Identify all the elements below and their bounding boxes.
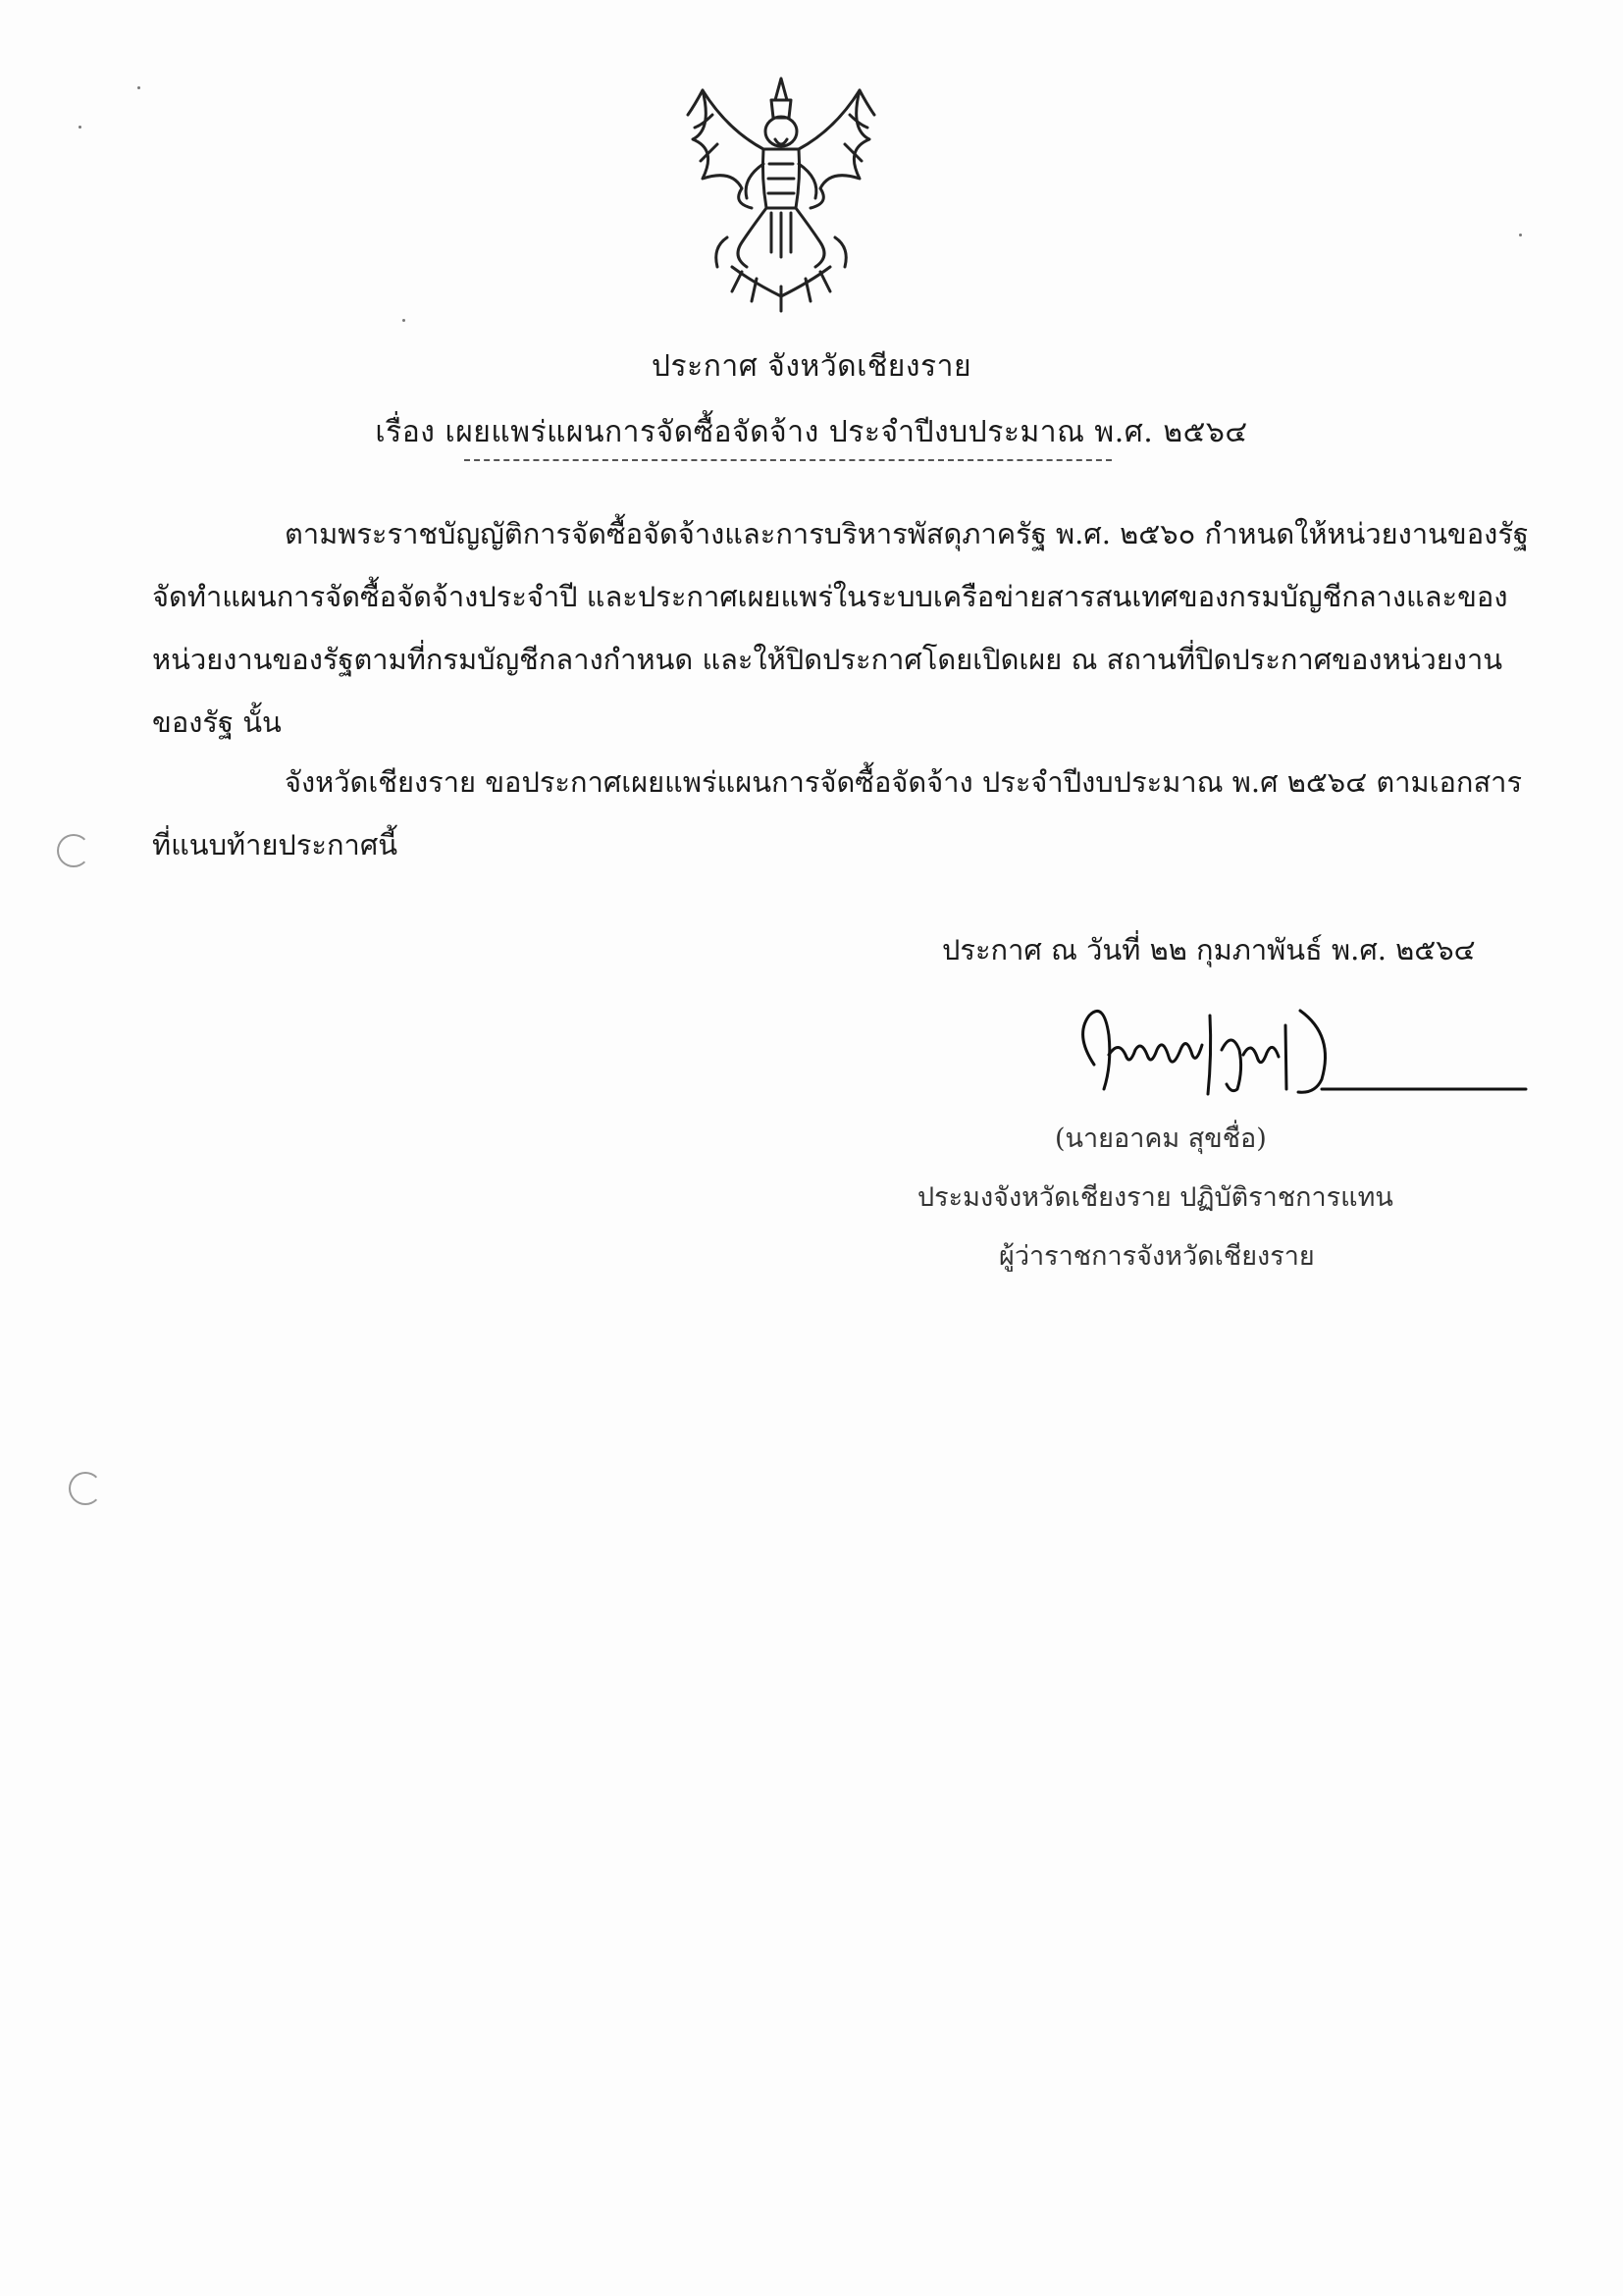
paragraph-line: ตามพระราชบัญญัติการจัดซื้อจัดจ้างและการบริหารพัสดุภาครัฐ พ.ศ. ๒๕๖๐ กำหนดให้หน่วยงานของรัฐ [285, 517, 1529, 550]
scan-speck [402, 319, 405, 322]
garuda-emblem-icon [673, 71, 889, 316]
signer-position: ประมงจังหวัดเชียงราย ปฏิบัติราชการแทน [917, 1182, 1393, 1213]
body-paragraph-1 [152, 502, 1529, 754]
scan-speck [137, 86, 140, 89]
title-divider [464, 459, 1112, 461]
scan-speck [1519, 234, 1522, 236]
scan-speck [79, 126, 81, 129]
announcement-date: ประกาศ ณ วันที่ ๒๒ กุมภาพันธ์ พ.ศ. ๒๕๖๔ [942, 933, 1476, 966]
paragraph-line: จังหวัดเชียงราย ขอประกาศเผยแพร่แผนการจัดซื้อจัดจ้าง ประจำปีงบประมาณ พ.ศ ๒๕๖๔ ตามเอกสาร [285, 765, 1523, 799]
punch-hole-mark [57, 834, 90, 867]
signer-position-governor: ผู้ว่าราชการจังหวัดเชียงราย [999, 1241, 1315, 1272]
body-paragraph-2 [152, 751, 1523, 876]
announcement-title: ประกาศ จังหวัดเชียงราย [651, 349, 972, 384]
announcement-subject: เรื่อง เผยแพร่แผนการจัดซื้อจัดจ้าง ประจำปีงบประมาณ พ.ศ. ๒๕๖๔ [375, 415, 1248, 449]
punch-hole-mark [69, 1472, 102, 1505]
signer-name: (นายอาคม สุขชื่อ) [1055, 1123, 1267, 1154]
paragraph-line: ที่แนบท้ายประกาศนี้ [152, 828, 398, 861]
paragraph-line: หน่วยงานของรัฐตามที่กรมบัญชีกลางกำหนด และให้ปิดประกาศโดยเปิดเผย ณ สถานที่ปิดประกาศของหน่วยงาน [152, 643, 1503, 676]
handwritten-signature-icon [1065, 996, 1536, 1104]
paragraph-line: ของรัฐ นั้น [152, 705, 282, 739]
paragraph-line: จัดทำแผนการจัดซื้อจัดจ้างประจำปี และประกาศเผยแพร่ในระบบเครือข่ายสารสนเทศของกรมบัญชีกลางและของ [152, 580, 1508, 613]
